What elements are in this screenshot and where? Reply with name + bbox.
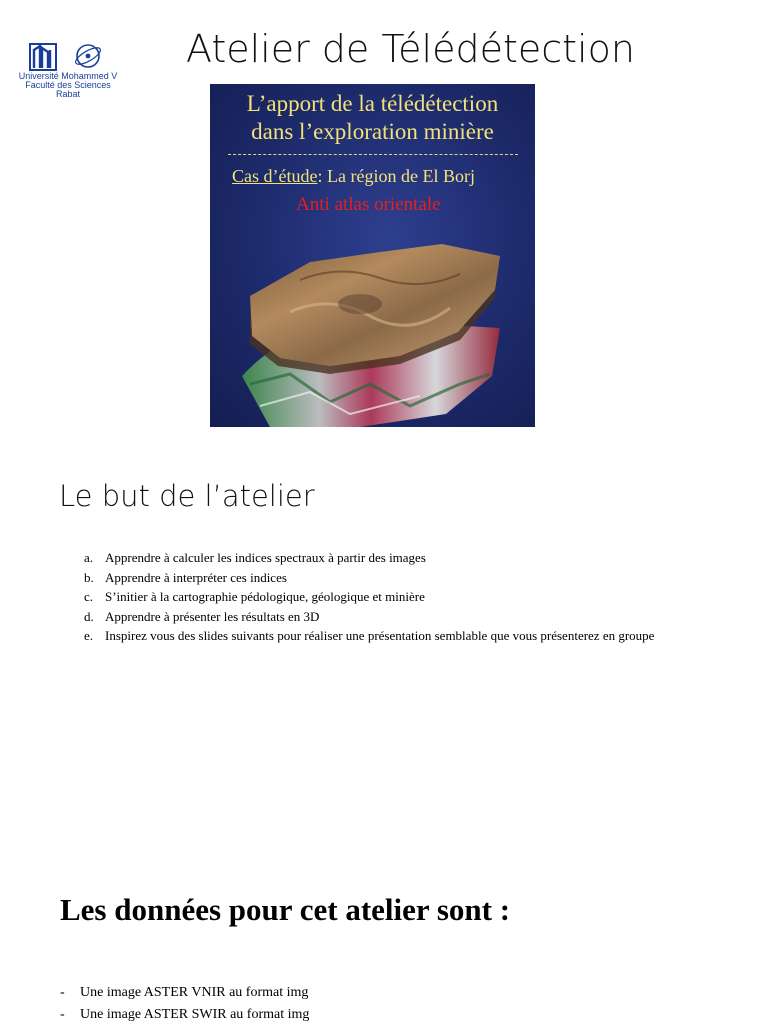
- case-study-text: : La région de El Borj: [317, 166, 475, 186]
- list-item: [60, 1004, 309, 1026]
- list-marker: -: [60, 985, 65, 1000]
- slide-title-line: dans l’exploration minière: [251, 119, 494, 144]
- list-marker: b.: [84, 569, 94, 585]
- list-item-text: Apprendre à interpréter ces indices: [105, 569, 287, 585]
- list-marker: a.: [84, 550, 94, 565]
- slide-region: Anti atlas orientale: [296, 194, 441, 215]
- list-item: [60, 982, 309, 1004]
- list-item-text: Apprendre à présenter les résultats en 3D: [105, 608, 320, 624]
- slide-title-line: L’apport de la télédétection: [246, 91, 499, 116]
- slide-divider: [228, 154, 518, 155]
- list-marker: d.: [84, 608, 94, 624]
- case-study-label: Cas d’étude: [232, 166, 318, 186]
- list-marker: -: [60, 1007, 65, 1022]
- faculty-name-line: Faculté des Sciences: [25, 80, 111, 90]
- list-item: [84, 589, 684, 605]
- list-marker: c.: [84, 589, 94, 604]
- list-item: [84, 570, 684, 586]
- list-marker: e.: [84, 628, 94, 643]
- page-title: Atelier de Télédétection: [186, 27, 635, 71]
- slide-image: [210, 84, 535, 427]
- list-item-text: Apprendre à calculer les indices spectraux à partir des images: [105, 550, 426, 565]
- university-logo: [6, 40, 130, 99]
- list-item-text: Une image ASTER SWIR au format img: [80, 1007, 310, 1022]
- city-name-line: Rabat: [55, 89, 81, 99]
- university-emblem-icon: [28, 40, 108, 72]
- goals-heading: Le but de l’atelier: [59, 479, 315, 513]
- list-item: [84, 609, 684, 625]
- list-item: [84, 628, 684, 644]
- university-name-line: Université Mohammed V: [18, 71, 118, 81]
- goals-list: [84, 550, 684, 648]
- list-item-text: S’initier à la cartographie pédologique, géologique et minière: [105, 589, 425, 604]
- data-heading: Les données pour cet atelier sont :: [60, 892, 511, 927]
- data-list: [60, 982, 309, 1026]
- slide-case-study: [232, 166, 475, 187]
- list-item: [84, 550, 684, 566]
- list-item-text: Inspirez vous des slides suivants pour réaliser une présentation semblable que vous présenterez en groupe: [105, 628, 655, 643]
- list-item-text: Une image ASTER VNIR au format img: [80, 985, 309, 1000]
- slide-title: [210, 90, 535, 146]
- university-name: [6, 72, 130, 99]
